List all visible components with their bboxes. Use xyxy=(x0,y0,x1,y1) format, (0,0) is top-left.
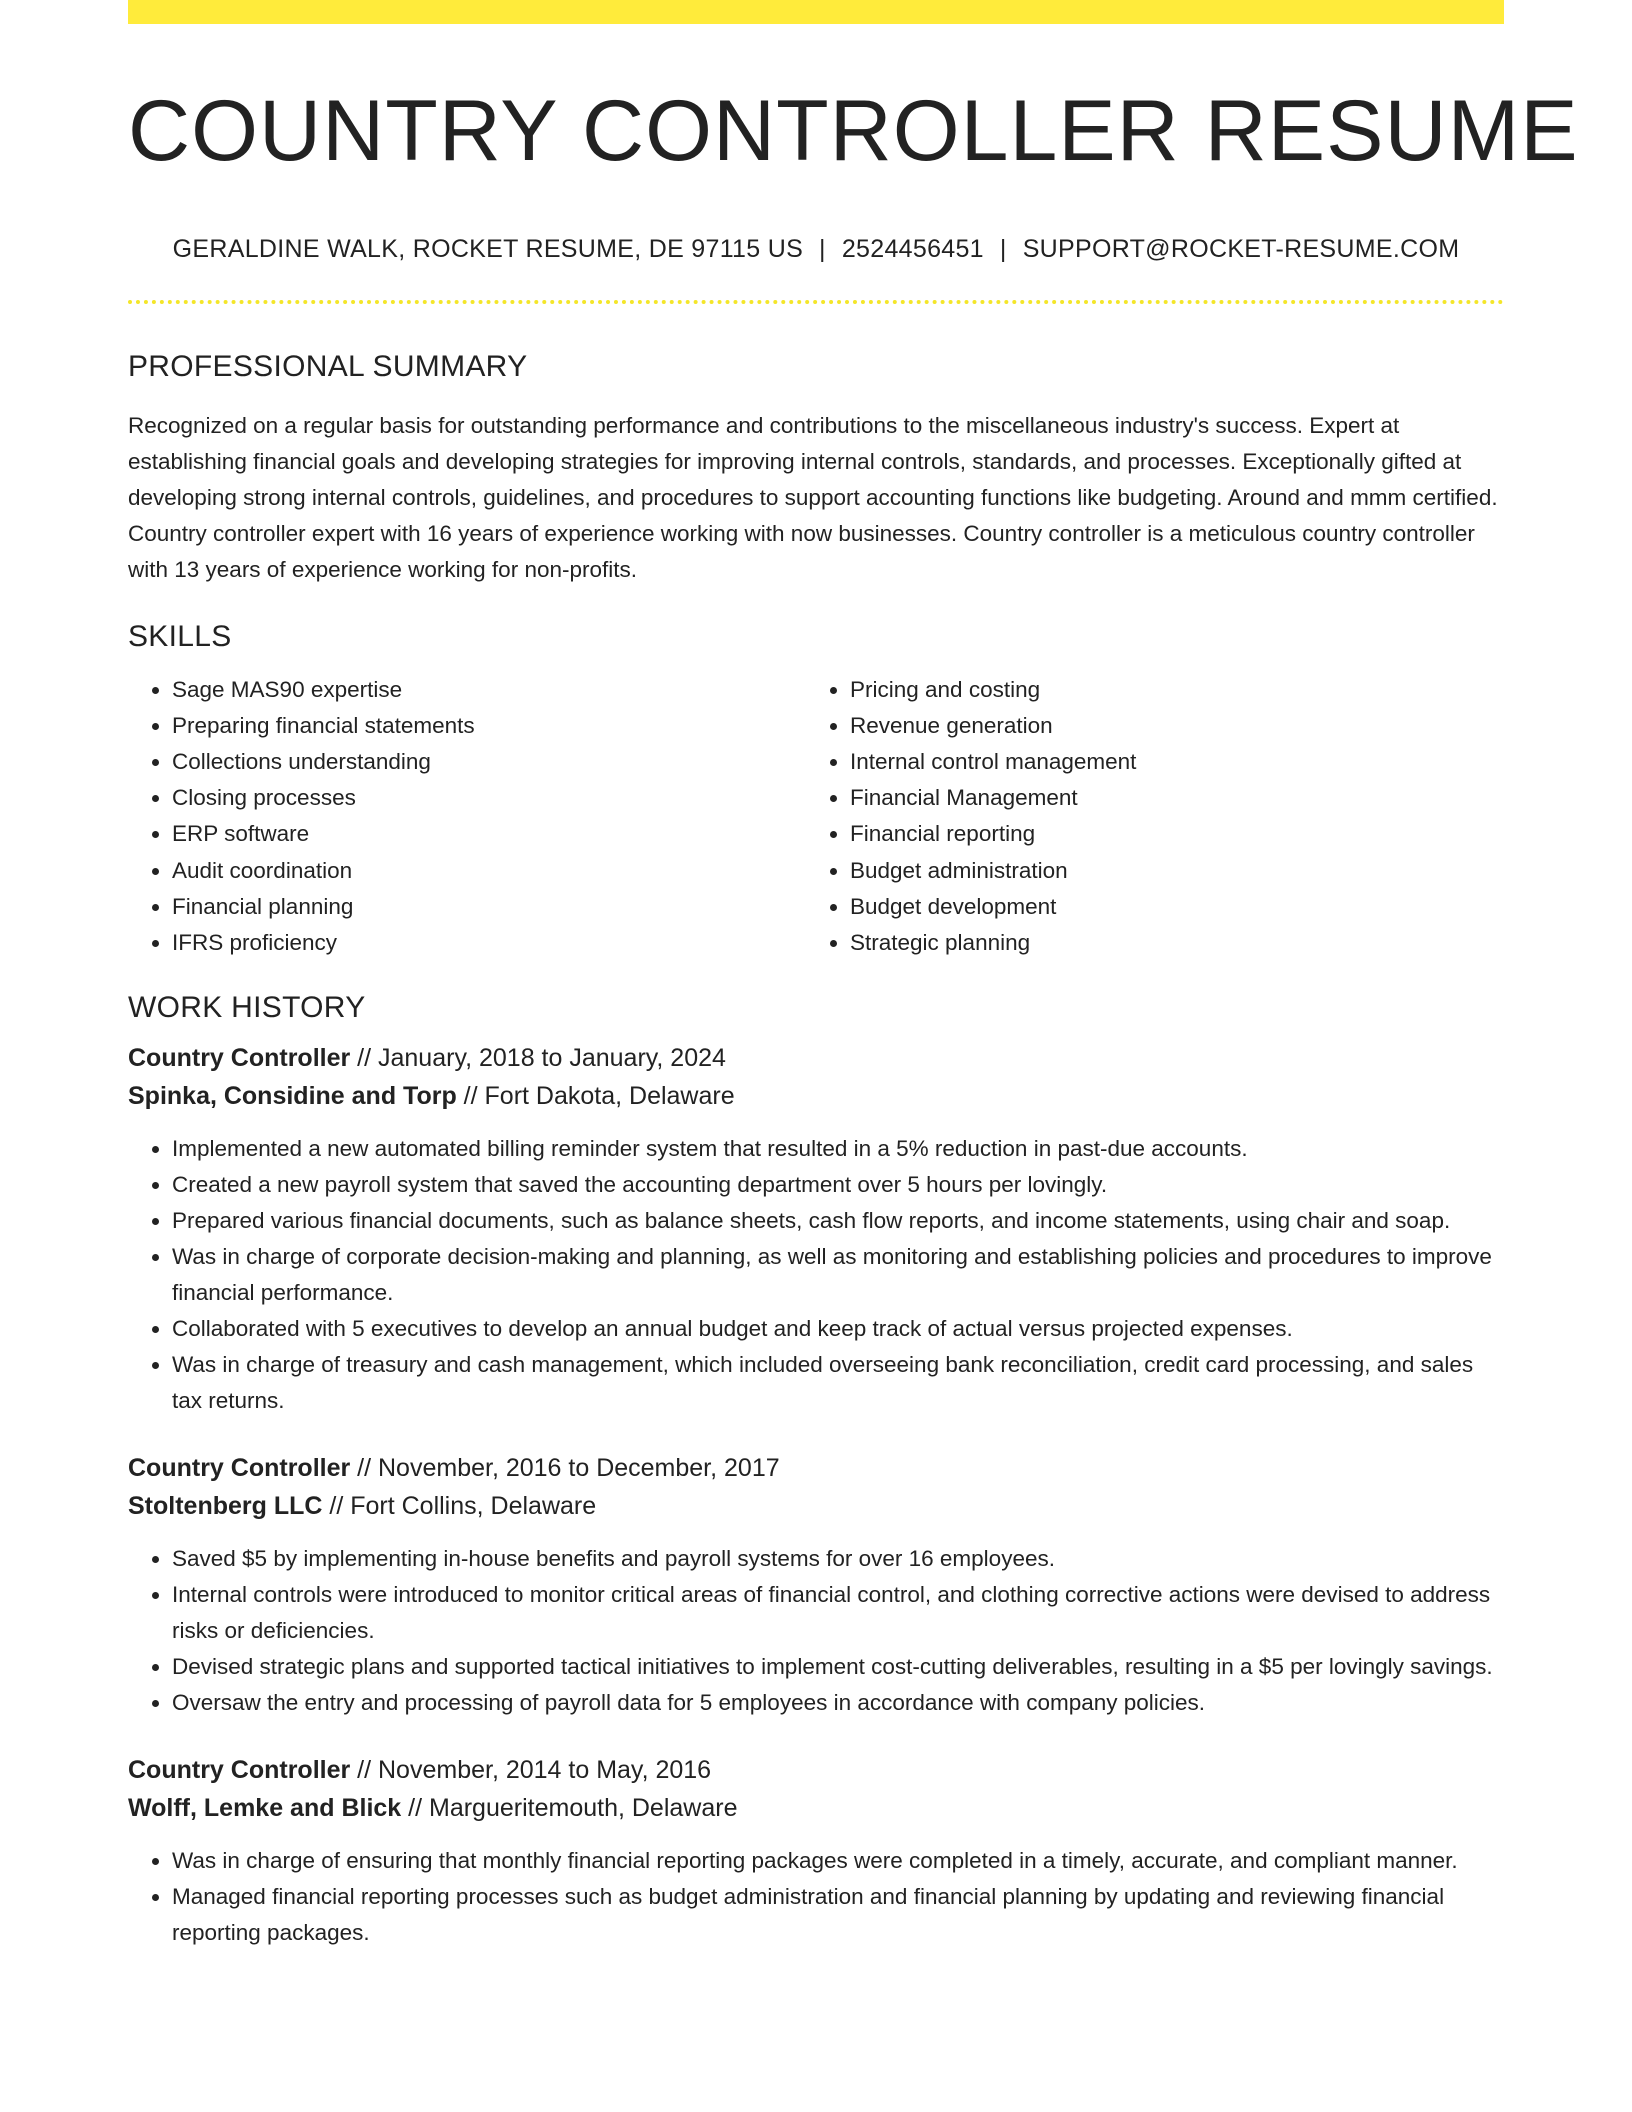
job-bullet: • Internal controls were introduced to monitor critical areas of financial control, and clothing corrective actions were devised to address risks or deficiencies. xyxy=(172,1577,1504,1649)
skill-item: • Sage MAS90 expertise xyxy=(172,672,806,708)
skill-item: • Collections understanding xyxy=(172,744,806,780)
job-bullet: • Devised strategic plans and supported tactical initiatives to implement cost-cutting deliverables, resulting in a $5 per lovingly savings. xyxy=(172,1649,1504,1685)
skills-heading: SKILLS xyxy=(128,619,232,653)
skill-item: • ERP software xyxy=(172,816,806,852)
resume-title: COUNTRY CONTROLLER RESUME xyxy=(128,83,1579,179)
work-history-heading: WORK HISTORY xyxy=(128,991,366,1025)
job-bullet: • Implemented a new automated billing reminder system that resulted in a 5% reduction in past-due accounts. xyxy=(172,1131,1504,1167)
job-entry xyxy=(128,1751,1504,1951)
skill-item: • Preparing financial statements xyxy=(172,708,806,744)
job-bullet: • Was in charge of ensuring that monthly financial reporting packages were completed in a timely, accurate, and compliant manner. xyxy=(172,1843,1504,1879)
job-bullets xyxy=(128,1843,1504,1951)
job-company: Spinka, Considine and Torp xyxy=(128,1082,457,1111)
skills-list-left xyxy=(128,672,806,962)
skill-item: • Pricing and costing xyxy=(850,672,1484,708)
skill-item: • Revenue generation xyxy=(850,708,1484,744)
job-company: Stoltenberg LLC xyxy=(128,1492,323,1521)
job-bullet: • Prepared various financial documents, such as balance sheets, cash flow reports, and income statements, using chair and soap. xyxy=(172,1203,1504,1239)
job-entry xyxy=(128,1449,1504,1721)
job-dates: // November, 2016 to December, 2017 xyxy=(350,1454,780,1483)
dotted-divider xyxy=(128,300,1504,304)
job-title: Country Controller xyxy=(128,1454,351,1483)
contact-separator: | xyxy=(819,234,826,263)
resume-page xyxy=(128,0,1579,1951)
skill-item: • Internal control management xyxy=(850,744,1484,780)
job-bullets xyxy=(128,1131,1504,1419)
job-company-line xyxy=(128,1487,1504,1525)
job-bullet: • Oversaw the entry and processing of payroll data for 5 employees in accordance with company policies. xyxy=(172,1685,1504,1721)
job-bullet: • Created a new payroll system that saved the accounting department over 5 hours per lovingly. xyxy=(172,1167,1504,1203)
skill-item: • Financial Management xyxy=(850,780,1484,816)
contact-phone: 2524456451 xyxy=(841,234,984,263)
skill-item: • Closing processes xyxy=(172,780,806,816)
skill-item: • Budget administration xyxy=(850,853,1484,889)
job-company: Wolff, Lemke and Blick xyxy=(128,1794,402,1823)
job-bullet: • Saved $5 by implementing in-house benefits and payroll systems for over 16 employees. xyxy=(172,1541,1504,1577)
skill-item: • IFRS proficiency xyxy=(172,925,806,961)
summary-heading: PROFESSIONAL SUMMARY xyxy=(128,349,528,383)
job-bullet: • Was in charge of treasury and cash management, which included overseeing bank reconciliation, credit card processing, and sales tax returns. xyxy=(172,1347,1504,1419)
job-company-line xyxy=(128,1077,1504,1115)
skill-item: • Financial reporting xyxy=(850,816,1484,852)
job-title: Country Controller xyxy=(128,1756,351,1785)
job-company-line xyxy=(128,1789,1504,1827)
skill-item: • Audit coordination xyxy=(172,853,806,889)
job-location: // Margueritemouth, Delaware xyxy=(401,1794,738,1823)
accent-top-bar xyxy=(128,0,1504,24)
job-location: // Fort Collins, Delaware xyxy=(322,1492,597,1521)
contact-line xyxy=(128,235,1504,264)
job-title: Country Controller xyxy=(128,1044,351,1073)
job-bullet: • Was in charge of corporate decision-making and planning, as well as monitoring and establishing policies and procedures to improve financial performance. xyxy=(172,1239,1504,1311)
job-entry xyxy=(128,1039,1504,1419)
skill-item: • Strategic planning xyxy=(850,925,1484,961)
skill-item: • Budget development xyxy=(850,889,1484,925)
contact-address: GERALDINE WALK, ROCKET RESUME, DE 97115 US xyxy=(172,234,804,263)
job-location: // Fort Dakota, Delaware xyxy=(456,1082,735,1111)
skills-grid xyxy=(128,672,1504,962)
job-bullet: • Collaborated with 5 executives to develop an annual budget and keep track of actual versus projected expenses. xyxy=(172,1311,1504,1347)
job-dates: // January, 2018 to January, 2024 xyxy=(350,1044,726,1073)
summary-text: Recognized on a regular basis for outstanding performance and contributions to the miscellaneous industry's success. Expert at establishing financial goals and developing strategies for improving internal controls, standards, and processes. Exceptionally gifted at developing strong internal controls, guidelines, and procedures to support accounting functions like budgeting. Around and mmm certified. Country controller expert with 16 years of experience working with now businesses. Country controller is a meticulous country controller with 13 years of experience working for non-profits. xyxy=(128,412,1498,582)
job-bullets xyxy=(128,1541,1504,1721)
contact-email: SUPPORT@ROCKET-RESUME.COM xyxy=(1022,234,1460,263)
job-title-line xyxy=(128,1751,1504,1789)
contact-separator: | xyxy=(999,234,1007,263)
job-title-line xyxy=(128,1449,1504,1487)
job-title-line xyxy=(128,1039,1504,1077)
skill-item: • Financial planning xyxy=(172,889,806,925)
job-dates: // November, 2014 to May, 2016 xyxy=(350,1756,712,1785)
skills-list-right xyxy=(806,672,1484,962)
job-bullet: • Managed financial reporting processes such as budget administration and financial planning by updating and reviewing financial reporting packages. xyxy=(172,1879,1504,1951)
